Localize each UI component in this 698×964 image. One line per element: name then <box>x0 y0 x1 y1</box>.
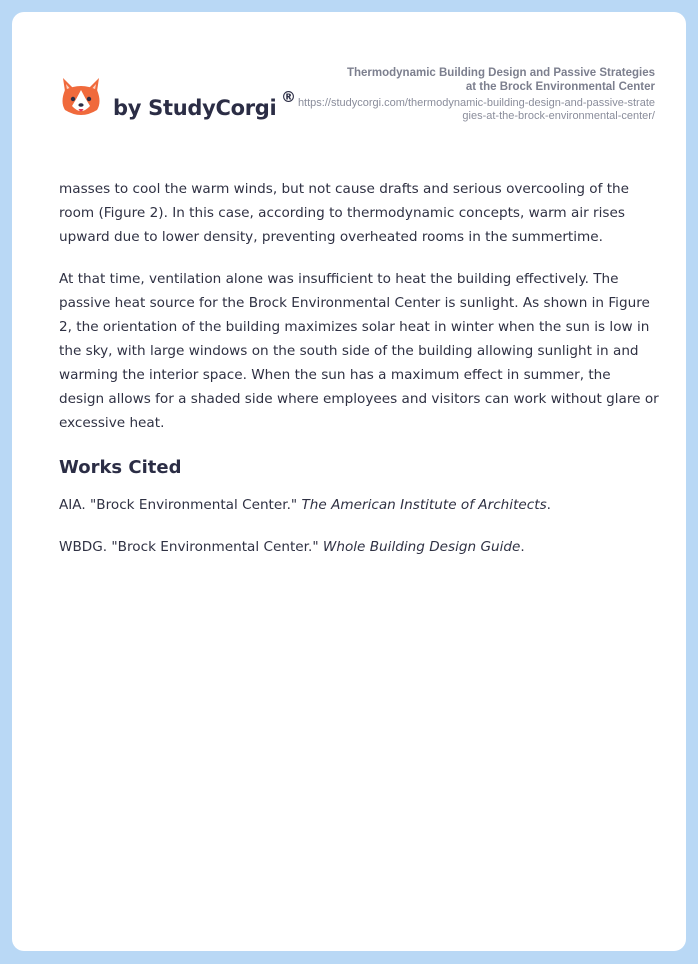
registered-mark: ® <box>281 88 296 106</box>
page-header <box>12 12 686 162</box>
citation-prefix: WBDG. "Brock Environmental Center." <box>59 539 323 555</box>
citation-prefix: AIA. "Brock Environmental Center." <box>59 497 302 513</box>
document-title-line-2: at the Brock Environmental Center <box>465 81 655 93</box>
document-url[interactable]: https://studycorgi.com/thermodynamic-building-design-and-passive-strategies-at-the-brock-environmental-center/ <box>297 97 655 122</box>
body-paragraph: At that time, ventilation alone was insufficient to heat the building effectively. The passive heat source for the Brock Environmental Center is sunlight. As shown in Figure 2, the orientation of the building maximizes solar heat in winter when the sun is low in the sky, with large windows on the south side of the building allowing sunlight in and warming the interior space. When the sun has a maximum effect in summer, the design allows for a shaded side where employees and visitors can work without glare or excessive heat. <box>59 271 659 431</box>
citation-source: Whole Building Design Guide <box>322 539 521 555</box>
document-title <box>295 66 655 94</box>
document-page <box>12 12 686 951</box>
citation-suffix: . <box>546 497 551 513</box>
studycorgi-logo[interactable] <box>60 76 310 128</box>
document-meta <box>295 66 655 123</box>
citation-suffix: . <box>520 539 525 555</box>
body-paragraph: masses to cool the warm winds, but not cause drafts and serious overcooling of the room (Figure 2). In this case, according to thermodynamic concepts, warm air rises upward due to lower density, preventing overheated rooms in the summertime. <box>59 181 630 245</box>
works-cited-heading: Works Cited <box>59 457 182 478</box>
document-title-line-1: Thermodynamic Building Design and Passive Strategies <box>346 67 655 79</box>
citation-source: The American Institute of Architects <box>301 497 547 513</box>
corgi-icon <box>60 76 102 122</box>
document-body <box>59 177 659 577</box>
citation-entry <box>59 535 659 559</box>
citation-entry <box>59 493 659 517</box>
logo-wordmark: by StudyCorgi <box>113 96 277 120</box>
